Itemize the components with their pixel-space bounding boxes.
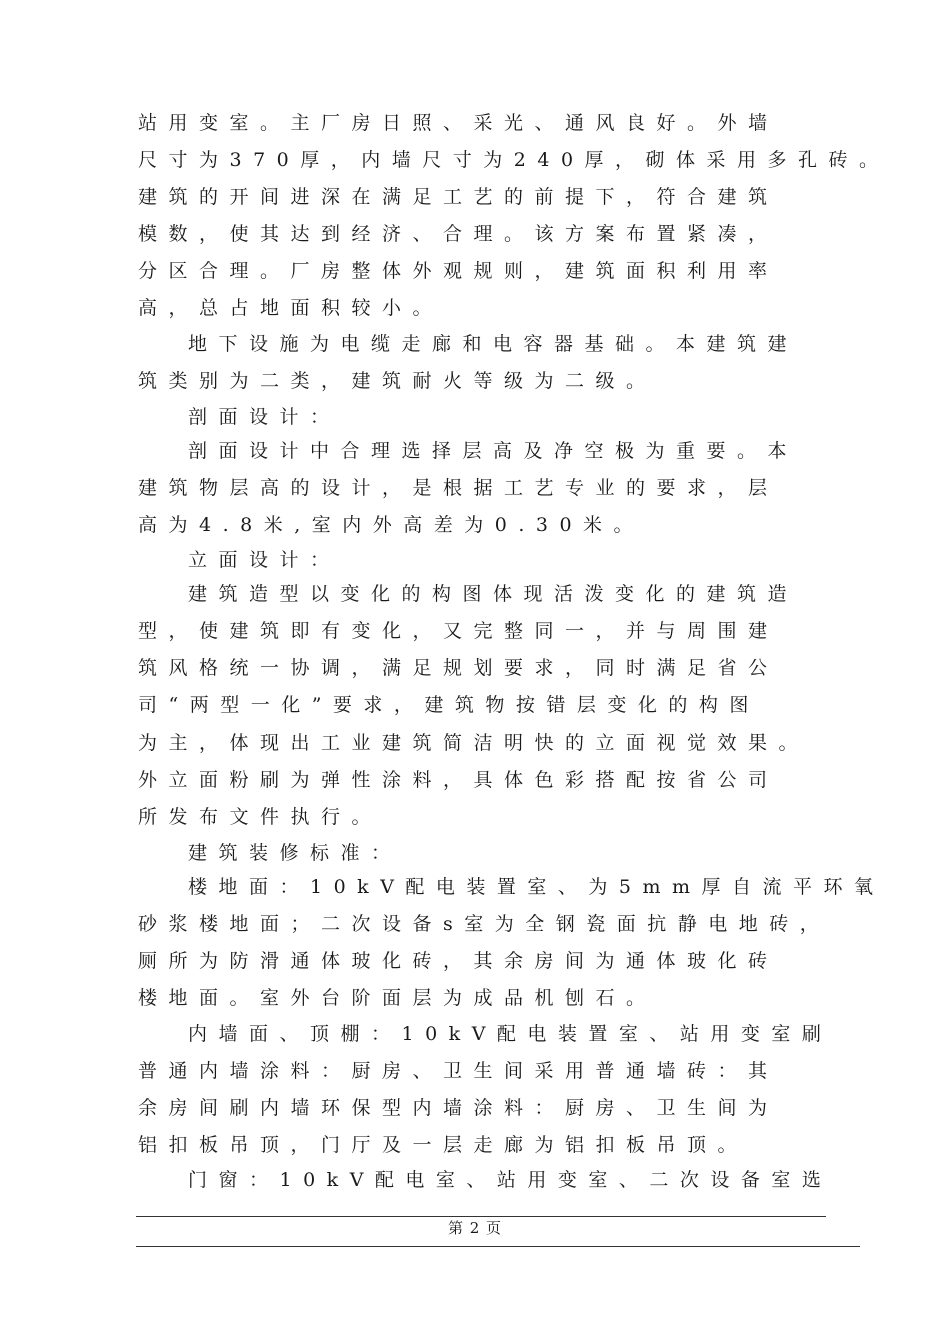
footer-divider-bottom xyxy=(136,1246,860,1247)
paragraph-start-line: 剖面设计中合理选择层高及净空极为重要。本 xyxy=(188,440,799,462)
text-line: 为主，体现出工业建筑简洁明快的立面视觉效果。 xyxy=(138,732,810,754)
text-line: 司“两型一化”要求，建筑物按错层变化的构图 xyxy=(138,694,760,716)
text-line: 建筑的开间进深在满足工艺的前提下，符合建筑 xyxy=(138,186,779,208)
text-line: 尺寸为370厚，内墙尺寸为240厚，砌体采用多孔砖。 xyxy=(138,149,890,171)
section-heading-elevation-design: 立面设计： xyxy=(188,549,341,571)
text-line: 筑风格统一协调，满足规划要求，同时满足省公 xyxy=(138,657,779,679)
text-line: 铝扣板吊顶，门厅及一层走廊为铝扣板吊顶。 xyxy=(138,1134,749,1156)
section-heading-decoration-standard: 建筑装修标准： xyxy=(188,842,402,864)
page-number: 第 2 页 xyxy=(447,1219,503,1237)
text-line: 型，使建筑即有变化，又完整同一，并与周围建 xyxy=(138,620,779,642)
text-line: 筑类别为二类，建筑耐火等级为二级。 xyxy=(138,370,657,392)
text-line: 高为4.8米,室内外高差为0.30米。 xyxy=(138,514,645,536)
text-line: 分区合理。厂房整体外观规则，建筑面积利用率 xyxy=(138,260,779,282)
text-line: 模数，使其达到经济、合理。该方案布置紧凑， xyxy=(138,223,779,245)
paragraph-start-line: 楼地面：10kV配电装置室、为5mm厚自流平环氧 xyxy=(188,876,885,898)
text-line: 砂浆楼地面；二次设备s室为全钢瓷面抗静电地砖， xyxy=(138,913,831,935)
text-line: 楼地面。室外台阶面层为成品机刨石。 xyxy=(138,987,657,1009)
footer-divider-top xyxy=(136,1216,826,1217)
paragraph-start-line: 建筑造型以变化的构图体现活泼变化的建筑造 xyxy=(188,583,799,605)
text-line: 高，总占地面积较小。 xyxy=(138,297,444,319)
text-line: 外立面粉刷为弹性涂料，具体色彩搭配按省公司 xyxy=(138,769,779,791)
paragraph-start-line: 门窗：10kV配电室、站用变室、二次设备室选 xyxy=(188,1169,833,1191)
text-line: 余房间刷内墙环保型内墙涂料：厨房、卫生间为 xyxy=(138,1097,779,1119)
paragraph-start-line: 内墙面、顶棚：10kV配电装置室、站用变室刷 xyxy=(188,1023,833,1045)
text-line: 厕所为防滑通体玻化砖，其余房间为通体玻化砖 xyxy=(138,950,779,972)
text-line: 建筑物层高的设计，是根据工艺专业的要求，层 xyxy=(138,477,779,499)
text-line: 所发布文件执行。 xyxy=(138,806,383,828)
text-line: 站用变室。主厂房日照、采光、通风良好。外墙 xyxy=(138,112,779,134)
text-line: 普通内墙涂料：厨房、卫生间采用普通墙砖：其 xyxy=(138,1060,779,1082)
section-heading-profile-design: 剖面设计： xyxy=(188,406,341,428)
paragraph-start-line: 地下设施为电缆走廊和电容器基础。本建筑建 xyxy=(188,333,799,355)
